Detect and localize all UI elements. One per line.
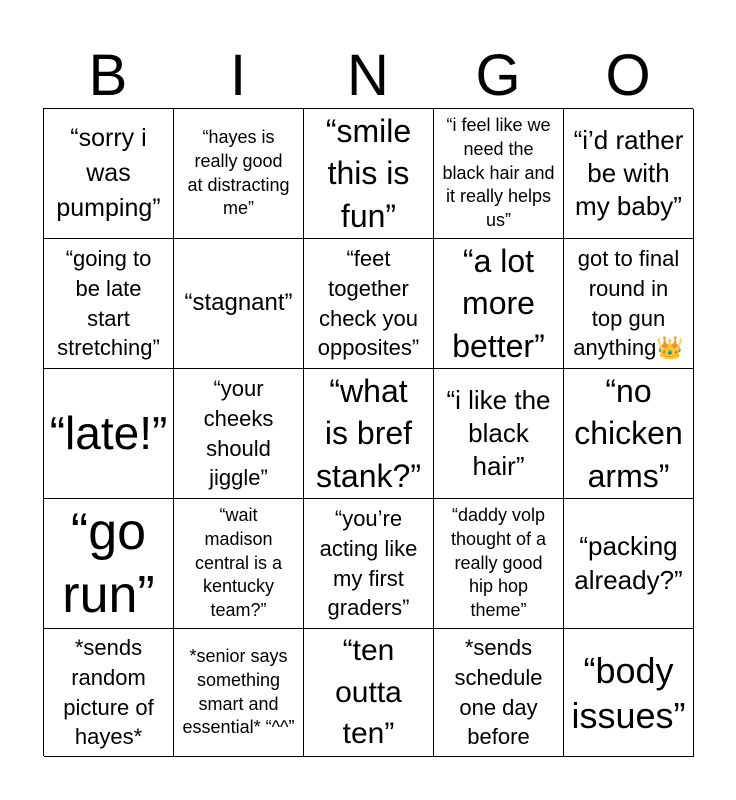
bingo-cell-r4c2[interactable]: [174, 499, 304, 629]
header-letter-n: N: [347, 43, 389, 108]
bingo-cell-r1c2[interactable]: [174, 109, 304, 239]
bingo-cell-text: “late!”: [49, 406, 168, 459]
bingo-cell-text: “ten outta ten”: [335, 634, 402, 751]
bingo-cell-r2c3[interactable]: [304, 239, 434, 369]
bingo-cell-r3c4[interactable]: [434, 369, 564, 499]
bingo-cell-text: “no chicken arms”: [574, 373, 683, 494]
bingo-cell-text: “you’re acting like my first graders”: [319, 505, 418, 621]
bingo-cell-text: “stagnant”: [184, 289, 293, 317]
header-letter-o: O: [605, 43, 651, 108]
bingo-cell-r1c3[interactable]: [304, 109, 434, 239]
bingo-cell-r5c5[interactable]: [564, 629, 694, 757]
bingo-cell-r1c1[interactable]: [44, 109, 174, 239]
bingo-cell-text: “going to be late start stretching”: [57, 245, 160, 361]
bingo-cell-r5c4[interactable]: [434, 629, 564, 757]
bingo-cell-r4c3[interactable]: [304, 499, 434, 629]
bingo-cell-r2c2[interactable]: [174, 239, 304, 369]
bingo-cell-text: “sorry i was pumping”: [56, 124, 161, 222]
bingo-cell-r3c2[interactable]: [174, 369, 304, 499]
bingo-cell-r4c1[interactable]: [44, 499, 174, 629]
header-letter-b: B: [88, 43, 128, 108]
bingo-cell-text: “wait madison central is a kentucky team?”: [194, 505, 283, 621]
bingo-cell-r2c1[interactable]: [44, 239, 174, 369]
bingo-cell-text: *senior says something smart and essential* “^^”: [182, 646, 295, 738]
bingo-cell-text: “i feel like we need the black hair and it really helps us”: [442, 115, 555, 231]
header-letter-g: G: [475, 43, 521, 108]
bingo-cell-r3c5[interactable]: [564, 369, 694, 499]
bingo-cell-r5c2[interactable]: [174, 629, 304, 757]
bingo-header: [43, 40, 693, 108]
bingo-cell-text: “i’d rather be with my baby”: [573, 124, 684, 222]
bingo-cell-text: “daddy volp thought of a really good hip hop theme”: [450, 505, 547, 621]
bingo-cell-text: “packing already?”: [574, 531, 683, 595]
bingo-cell-text: “a lot more better”: [452, 243, 545, 364]
bingo-cell-text: “i like the black hair”: [446, 384, 551, 482]
bingo-cell-text: got to final round in top gun anything👑: [573, 245, 684, 361]
bingo-cell-text: “go run”: [62, 503, 155, 624]
bingo-cell-text: “hayes is really good at distracting me”: [187, 127, 290, 219]
bingo-cell-r4c5[interactable]: [564, 499, 694, 629]
bingo-cell-text: “body issues”: [571, 649, 686, 736]
bingo-board: [43, 108, 693, 756]
header-letter-i: I: [229, 43, 247, 108]
bingo-cell-r1c5[interactable]: [564, 109, 694, 239]
bingo-cell-r1c4[interactable]: [434, 109, 564, 239]
bingo-cell-text: “your cheeks should jiggle”: [203, 375, 274, 491]
bingo-cell-text: “what is bref stank?”: [316, 373, 421, 494]
bingo-cell-r4c4[interactable]: [434, 499, 564, 629]
bingo-cell-r3c3[interactable]: [304, 369, 434, 499]
bingo-cell-r3c1[interactable]: [44, 369, 174, 499]
bingo-cell-text: *sends schedule one day before: [454, 634, 543, 750]
bingo-cell-text: “feet together check you opposites”: [317, 245, 420, 361]
bingo-cell-r5c1[interactable]: [44, 629, 174, 757]
bingo-cell-text: “smile this is fun”: [325, 113, 412, 234]
bingo-cell-r5c3[interactable]: [304, 629, 434, 757]
bingo-cell-r2c5[interactable]: [564, 239, 694, 369]
bingo-cell-r2c4[interactable]: [434, 239, 564, 369]
bingo-cell-text: *sends random picture of hayes*: [63, 634, 154, 750]
